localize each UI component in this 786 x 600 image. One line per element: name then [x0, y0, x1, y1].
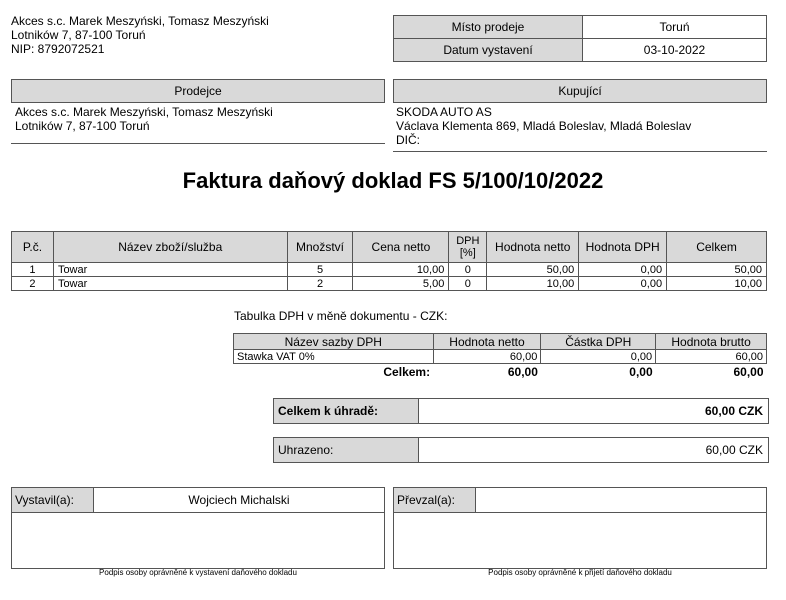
seller-name: Akces s.c. Marek Meszyński, Tomasz Meszyński	[15, 105, 273, 119]
place-date-table	[393, 15, 767, 62]
vat-header: Hodnota brutto	[656, 334, 767, 350]
item-cell: 0,00	[579, 277, 667, 291]
buyer-box	[393, 79, 767, 152]
seller-header	[11, 14, 269, 56]
table-row	[12, 277, 767, 291]
seller-header-name: Akces s.c. Marek Meszyński, Tomasz Meszyński	[11, 14, 269, 28]
total-to-pay-value: 60,00 CZK	[704, 404, 763, 418]
vat-header-row	[234, 334, 767, 350]
item-cell: 50,00	[667, 263, 767, 277]
item-cell: 5,00	[353, 277, 449, 291]
item-cell: Towar	[53, 277, 287, 291]
items-header: Hodnota DPH	[579, 232, 667, 263]
item-cell: Towar	[53, 263, 287, 277]
vat-cell: 60,00	[656, 350, 767, 364]
vat-total-label: Celkem:	[383, 365, 431, 379]
seller-heading: Prodejce	[11, 79, 385, 103]
invoice-title: Faktura daňový doklad FS 5/100/10/2022	[182, 168, 604, 193]
item-cell: 2	[287, 277, 353, 291]
item-cell: 10,00	[667, 277, 767, 291]
issued-by-name: Wojciech Michalski	[188, 493, 290, 507]
vat-cell: 60,00	[433, 350, 541, 364]
buyer-name: SKODA AUTO AS	[396, 105, 492, 119]
date-label: Datum vystavení	[394, 39, 583, 62]
place-label: Místo prodeje	[394, 16, 583, 39]
items-table	[11, 231, 767, 291]
date-value: 03-10-2022	[583, 39, 767, 62]
total-to-pay-box	[273, 398, 769, 424]
buyer-dic: DIČ:	[396, 133, 420, 147]
items-header: Celkem	[667, 232, 767, 263]
vat-table	[233, 333, 767, 380]
items-header: Cena netto	[353, 232, 449, 263]
item-cell: 1	[12, 263, 54, 277]
vat-total-row	[234, 364, 767, 381]
place-value: Toruń	[583, 16, 767, 39]
item-cell: 10,00	[353, 263, 449, 277]
buyer-address: Václava Klementa 869, Mladá Boleslav, Mladá Boleslav	[396, 119, 692, 133]
received-by-name	[476, 488, 766, 512]
issued-by-label: Vystavil(a):	[12, 488, 94, 512]
items-header: Hodnota netto	[487, 232, 579, 263]
item-cell: 0,00	[579, 263, 667, 277]
vat-total-cell: 0,00	[629, 365, 653, 379]
vat-header: Název sazby DPH	[234, 334, 434, 350]
paid-box	[273, 437, 769, 463]
received-by-note: Podpis osoby oprávněné k přijetí daňového dokladu	[488, 568, 672, 577]
paid-value: 60,00 CZK	[705, 443, 763, 457]
table-row	[234, 350, 767, 364]
vat-total-cell: 60,00	[507, 365, 538, 379]
items-header-row	[12, 232, 767, 263]
issued-by-box	[11, 487, 385, 569]
vat-total-cell: 60,00	[733, 365, 764, 379]
items-header: Množství	[287, 232, 353, 263]
item-cell: 0	[449, 263, 487, 277]
items-header: DPH [%]	[449, 232, 487, 263]
seller-header-nip: NIP: 8792072521	[11, 42, 105, 56]
total-to-pay-label: Celkem k úhradě:	[274, 399, 419, 423]
seller-box	[11, 79, 385, 144]
vat-caption: Tabulka DPH v měně dokumentu - CZK:	[234, 309, 448, 323]
received-by-label: Převzal(a):	[394, 488, 476, 512]
item-cell: 10,00	[487, 277, 579, 291]
items-header: P.č.	[12, 232, 54, 263]
item-cell: 50,00	[487, 263, 579, 277]
vat-header: Hodnota netto	[433, 334, 541, 350]
vat-cell: 0,00	[541, 350, 656, 364]
item-cell: 5	[287, 263, 353, 277]
received-by-box	[393, 487, 767, 569]
seller-address: Lotników 7, 87-100 Toruń	[15, 119, 150, 133]
seller-header-address: Lotników 7, 87-100 Toruń	[11, 28, 146, 42]
table-row	[12, 263, 767, 277]
buyer-heading: Kupující	[393, 79, 767, 103]
vat-header: Částka DPH	[541, 334, 656, 350]
issued-by-note: Podpis osoby oprávněné k vystavení daňového dokladu	[99, 568, 297, 577]
items-header: Název zboží/služba	[53, 232, 287, 263]
paid-label: Uhrazeno:	[274, 438, 419, 462]
vat-cell: Stawka VAT 0%	[234, 350, 434, 364]
item-cell: 0	[449, 277, 487, 291]
item-cell: 2	[12, 277, 54, 291]
